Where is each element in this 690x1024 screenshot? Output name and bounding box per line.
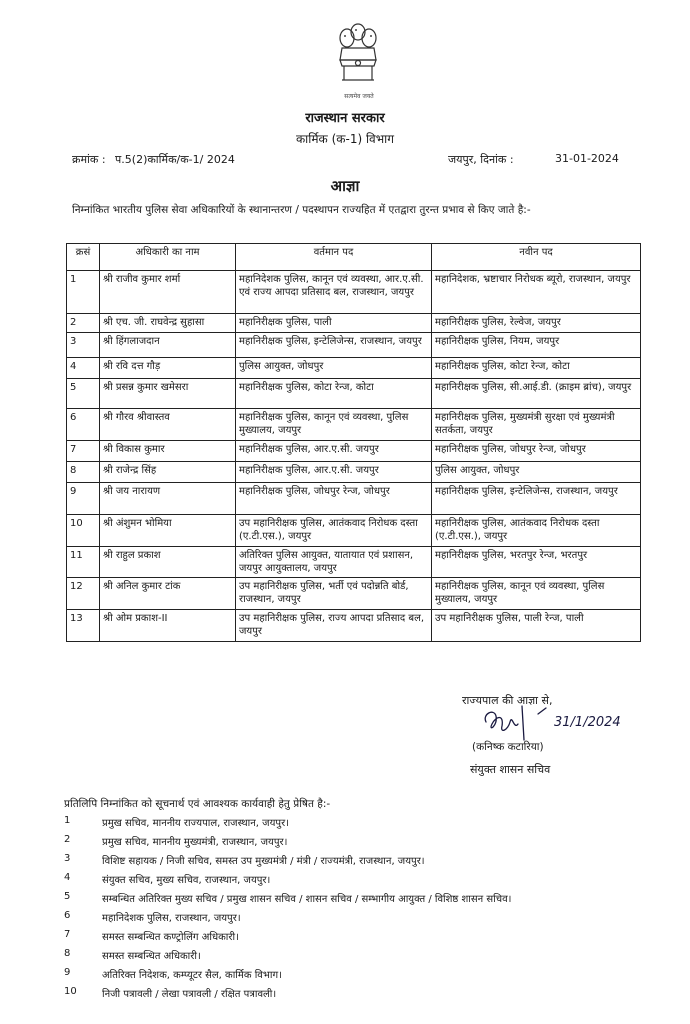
row-current-post: महानिरीक्षक पुलिस, कोटा रेन्ज, कोटा [236,379,432,409]
row-officer-name: श्री राजीव कुमार शर्मा [100,271,236,314]
list-item [64,929,624,948]
list-item [64,986,624,1005]
row-new-post: पुलिस आयुक्त, जोधपुर [432,462,641,483]
reference-number [72,152,235,167]
row-sno: 12 [67,578,100,610]
row-new-post: महानिरीक्षक पुलिस, रेल्वेज, जयपुर [432,314,641,333]
table-row [67,333,641,358]
government-name: राजस्थान सरकार [305,111,385,126]
order-title: आज्ञा [330,177,360,195]
row-officer-name: श्री रवि दत्त गौड़ [100,358,236,379]
transfer-table [66,243,641,642]
header-current-post: वर्तमान पद [236,244,432,271]
list-item-number: 5 [64,891,71,902]
row-new-post: उप महानिरीक्षक पुलिस, पाली रेन्ज, पाली [432,610,641,642]
row-current-post: उप महानिरीक्षक पुलिस, राज्य आपदा प्रतिसाद बल, जयपुर [236,610,432,642]
list-item-number: 10 [64,986,77,997]
row-officer-name: श्री गौरव श्रीवास्तव [100,409,236,441]
row-current-post: महानिदेशक पुलिस, कानून एवं व्यवस्था, आर.ए.सी. एवं राज्य आपदा प्रतिसाद बल, राजस्थान, जयपुर [236,271,432,314]
row-new-post: महानिरीक्षक पुलिस, जोधपुर रेन्ज, जोधपुर [432,441,641,462]
row-sno: 5 [67,379,100,409]
row-officer-name: श्री राजेन्द्र सिंह [100,462,236,483]
row-new-post: महानिरीक्षक पुलिस, सी.आई.डी. (क्राइम ब्रांच), जयपुर [432,379,641,409]
table-row [67,358,641,379]
department-name: कार्मिक (क-1) विभाग [295,132,395,146]
list-item-number: 2 [64,834,71,845]
row-new-post: महानिदेशक, भ्रष्टाचार निरोधक ब्यूरो, राजस्थान, जयपुर [432,271,641,314]
order-date: 31-01-2024 [555,152,619,165]
list-item-number: 1 [64,815,71,826]
table-row [67,441,641,462]
table-row [67,515,641,547]
table-row [67,462,641,483]
order-intro: निम्नांकित भारतीय पुलिस सेवा अधिकारियों के स्थानान्तरण / पदस्थापन राज्यहित में एतद्वारा तुरन्त प्रभाव से किए जाते है:- [72,204,531,216]
handwritten-signature [478,700,628,744]
list-item [64,891,624,910]
row-new-post: महानिरीक्षक पुलिस, इन्टेलिजेन्स, राजस्थान, जयपुर [432,483,641,515]
list-item-number: 6 [64,910,71,921]
handwritten-date: 31/1/2024 [554,715,621,730]
list-item [64,910,624,929]
reference-label: क्रमांक : [72,153,106,166]
row-officer-name: श्री अंशुमन भोमिया [100,515,236,547]
header-sno: क्रसं [67,244,100,271]
row-sno: 10 [67,515,100,547]
row-officer-name: श्री राहुल प्रकाश [100,547,236,578]
row-new-post: महानिरीक्षक पुलिस, मुख्यमंत्री सुरक्षा एवं मुख्यमंत्री सतर्कता, जयपुर [432,409,641,441]
list-item-number: 4 [64,872,71,883]
row-current-post: महानिरीक्षक पुलिस, पाली [236,314,432,333]
row-current-post: उप महानिरीक्षक पुलिस, आतंकवाद निरोधक दस्ता (ए.टी.एस.), जयपुर [236,515,432,547]
table-row [67,547,641,578]
row-new-post: महानिरीक्षक पुलिस, नियम, जयपुर [432,333,641,358]
row-current-post: उप महानिरीक्षक पुलिस, भर्ती एवं पदोन्नति बोर्ड, राजस्थान, जयपुर [236,578,432,610]
list-item-text: समस्त सम्बन्धित कण्ट्रोलिंग अधिकारी। [102,932,239,943]
list-item-text: सम्बन्धित अतिरिक्त मुख्य सचिव / प्रमुख शासन सचिव / शासन सचिव / सम्भागीय आयुक्त / विशिष्ठ शासन सचिव। [102,894,512,905]
list-item-number: 3 [64,853,71,864]
by-order-text: राज्यपाल की आज्ञा से, [462,694,553,707]
signatory-designation: संयुक्त शासन सचिव [470,763,551,776]
list-item [64,948,624,967]
list-item-text: अतिरिक्त निदेशक, कम्प्यूटर सैल, कार्मिक विभाग। [102,970,282,981]
distribution-list [64,815,624,1005]
row-sno: 8 [67,462,100,483]
row-officer-name: श्री ओम प्रकाश-II [100,610,236,642]
row-sno: 6 [67,409,100,441]
place-date-label: जयपुर, दिनांक : [448,153,514,166]
row-sno: 2 [67,314,100,333]
table-row [67,314,641,333]
table-header-row [67,244,641,271]
list-item-number: 9 [64,967,71,978]
row-current-post: महानिरीक्षक पुलिस, आर.ए.सी. जयपुर [236,441,432,462]
table-row [67,271,641,314]
list-item-text: विशिष्ट सहायक / निजी सचिव, समस्त उप मुख्यमंत्री / मंत्री / राज्यमंत्री, राजस्थान, जयपुर। [102,856,425,867]
row-sno: 3 [67,333,100,358]
row-sno: 7 [67,441,100,462]
reference-value: प.5(2)कार्मिक/क-1/ 2024 [115,153,235,166]
list-item-text: निजी पत्रावली / लेखा पत्रावली / रक्षित पत्रावली। [102,989,277,1000]
list-item [64,853,624,872]
row-new-post: महानिरीक्षक पुलिस, कानून एवं व्यवस्था, पुलिस मुख्यालय, जयपुर [432,578,641,610]
list-item-number: 8 [64,948,71,959]
row-current-post: महानिरीक्षक पुलिस, इन्टेलिजेन्स, राजस्थान, जयपुर [236,333,432,358]
list-item-text: समस्त सम्बन्धित अधिकारी। [102,951,201,962]
list-item-text: प्रमुख सचिव, माननीय मुख्यमंत्री, राजस्थान, जयपुर। [102,837,288,848]
list-item-text: संयुक्त सचिव, मुख्य सचिव, राजस्थान, जयपुर। [102,875,271,886]
row-sno: 11 [67,547,100,578]
row-current-post: पुलिस आयुक्त, जोधपुर [236,358,432,379]
row-sno: 1 [67,271,100,314]
row-sno: 4 [67,358,100,379]
row-officer-name: श्री एच. जी. राघवेन्द्र सुहासा [100,314,236,333]
row-sno: 13 [67,610,100,642]
row-officer-name: श्री विकास कुमार [100,441,236,462]
list-item-text: महानिदेशक पुलिस, राजस्थान, जयपुर। [102,913,241,924]
row-current-post: अतिरिक्त पुलिस आयुक्त, यातायात एवं प्रशासन, जयपुर आयुक्तालय, जयपुर [236,547,432,578]
list-item [64,815,624,834]
list-item [64,834,624,853]
row-new-post: महानिरीक्षक पुलिस, भरतपुर रेन्ज, भरतपुर [432,547,641,578]
header-officer-name: अधिकारी का नाम [100,244,236,271]
row-new-post: महानिरीक्षक पुलिस, कोटा रेन्ज, कोटा [432,358,641,379]
header-new-post: नवीन पद [432,244,641,271]
signatory-name: (कनिष्क कटारिया) [472,741,544,753]
table-row [67,578,641,610]
row-current-post: महानिरीक्षक पुलिस, जोधपुर रेन्ज, जोधपुर [236,483,432,515]
list-item-text: प्रमुख सचिव, माननीय राज्यपाल, राजस्थान, जयपुर। [102,818,289,829]
table-row [67,483,641,515]
list-item [64,872,624,891]
table-row [67,379,641,409]
table-row [67,610,641,642]
row-officer-name: श्री प्रसन्न कुमार खमेसरा [100,379,236,409]
row-current-post: महानिरीक्षक पुलिस, आर.ए.सी. जयपुर [236,462,432,483]
table-row [67,409,641,441]
row-officer-name: श्री हिंगलाजदान [100,333,236,358]
copy-to-heading: प्रतिलिपि निम्नांकित को सूचनार्थ एवं आवश्यक कार्यवाही हेतु प्रेषित है:- [64,798,331,810]
row-officer-name: श्री अनिल कुमार टांक [100,578,236,610]
list-item-number: 7 [64,929,71,940]
emblem-motto: सत्यमेव जयते [344,93,374,100]
row-officer-name: श्री जय नारायण [100,483,236,515]
row-current-post: महानिरीक्षक पुलिस, कानून एवं व्यवस्था, पुलिस मुख्यालय, जयपुर [236,409,432,441]
list-item [64,967,624,986]
state-emblem-icon [330,18,386,98]
row-sno: 9 [67,483,100,515]
row-new-post: महानिरीक्षक पुलिस, आतंकवाद निरोधक दस्ता (ए.टी.एस.), जयपुर [432,515,641,547]
